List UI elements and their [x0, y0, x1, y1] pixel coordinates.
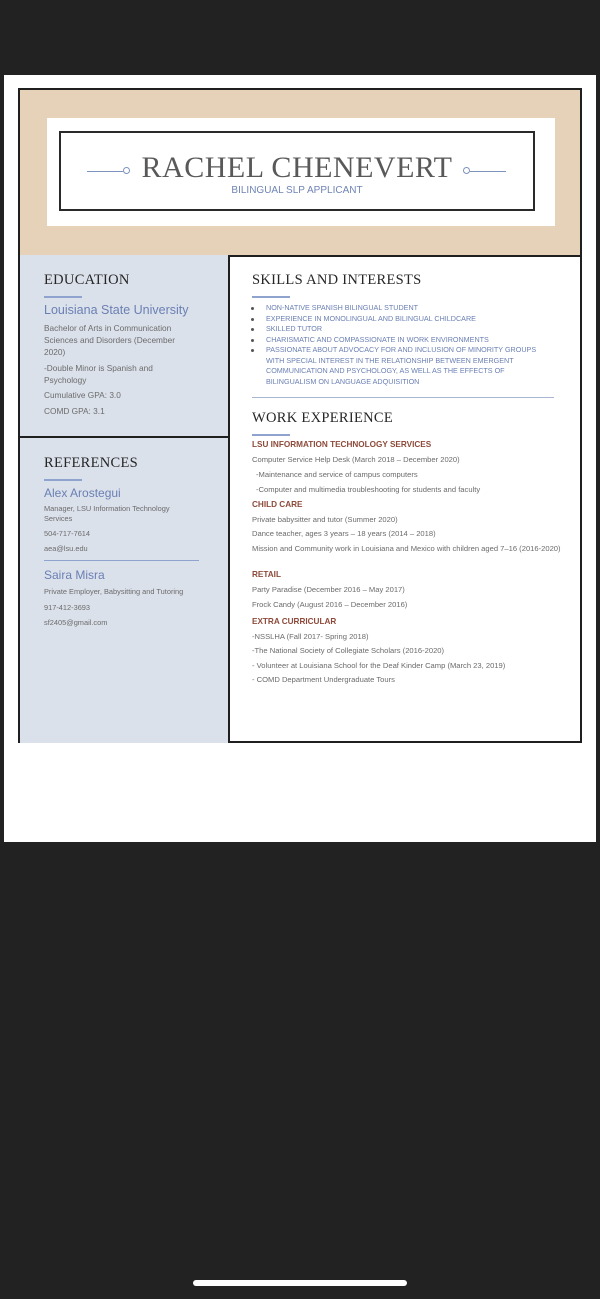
left-column — [20, 255, 230, 743]
education-title: EDUCATION — [44, 272, 130, 288]
reference-role-1: Manager, LSU Information Technology Services — [44, 504, 170, 523]
skills-title: SKILLS AND INTERESTS — [252, 272, 422, 288]
minor-text: -Double Minor is Spanish and Psychology — [44, 363, 153, 385]
right-decor-dot — [463, 167, 470, 174]
reference-name-1: Alex Arostegui — [44, 486, 121, 500]
reference-phone-1: 504-717-7614 — [44, 529, 91, 538]
skill-item: SKILLED TUTOR — [266, 324, 538, 335]
header-panel — [47, 118, 555, 226]
work-line: Dance teacher, ages 3 years – 18 years (2014 – 2018) — [252, 529, 436, 538]
reference-role-2: Private Employer, Babysitting and Tutoring — [44, 587, 184, 596]
work-line: - Volunteer at Louisiana School for the Deaf Kinder Camp (March 23, 2019) — [252, 661, 506, 670]
skill-item: EXPERIENCE IN MONOLINGUAL AND BILINGUAL CHILDCARE — [266, 314, 538, 325]
resume-frame — [18, 88, 582, 743]
reference-email-1: aea@lsu.edu — [44, 544, 88, 553]
right-column — [230, 255, 580, 743]
gpa-text: Cumulative GPA: 3.0 — [44, 390, 121, 400]
work-line: -The National Society of Collegiate Scholars (2016-2020) — [252, 646, 445, 655]
work-line: Frock Candy (August 2016 – December 2016) — [252, 600, 408, 609]
work-line: Mission and Community work in Louisiana and Mexico with children aged 7–16 (2016-2020) — [252, 544, 561, 553]
skill-item: CHARISMATIC AND COMPASSIONATE IN WORK ENVIRONMENTS — [266, 335, 538, 346]
header-band — [20, 90, 580, 257]
skill-item: PASSIONATE ABOUT ADVOCACY FOR AND INCLUSION OF MINORITY GROUPS WITH SPECIAL INTEREST IN THE RELATIONSHIP BETWEEN EMERGENT COMMUNICATION AND PSYCHOLOGY, AS WELL AS THE EFFECTS OF BILINGUALISM ON LANGUAGE ADQUISITION — [266, 345, 537, 386]
skills-rule — [252, 296, 290, 298]
work-line: - COMD Department Undergraduate Tours — [252, 675, 395, 684]
work-line: Computer Service Help Desk (March 2018 – December 2020) — [252, 455, 460, 464]
work-heading-retail: RETAIL — [252, 570, 281, 579]
reference-divider — [44, 560, 199, 561]
resume-page — [4, 75, 596, 842]
comd-gpa-text: COMD GPA: 3.1 — [44, 406, 105, 416]
right-decor-line — [470, 171, 506, 172]
work-heading-lsu: LSU INFORMATION TECHNOLOGY SERVICES — [252, 440, 432, 449]
references-title: REFERENCES — [44, 455, 139, 471]
education-section — [20, 255, 228, 438]
references-rule — [44, 479, 82, 481]
home-indicator[interactable] — [193, 1280, 407, 1286]
reference-phone-2: 917-412-3693 — [44, 603, 91, 612]
work-line: Party Paradise (December 2016 – May 2017) — [252, 585, 405, 594]
work-heading-extra: EXTRA CURRICULAR — [252, 617, 337, 626]
skills-divider — [252, 397, 554, 398]
work-line: -Maintenance and service of campus computers — [256, 470, 418, 479]
skill-item: NON-NATIVE SPANISH BILINGUAL STUDENT — [266, 303, 538, 314]
work-line: -Computer and multimedia troubleshooting for students and faculty — [256, 485, 481, 494]
applicant-name: RACHEL CHENEVERT — [141, 151, 453, 184]
school-name: Louisiana State University — [44, 303, 189, 317]
skills-list — [266, 303, 538, 387]
education-rule — [44, 296, 82, 298]
reference-email-2: sf2405@gmail.com — [44, 618, 108, 627]
name-box — [59, 131, 535, 211]
work-line: -NSSLHA (Fall 2017- Spring 2018) — [252, 632, 369, 641]
reference-name-2: Saira Misra — [44, 568, 105, 582]
work-heading-childcare: CHILD CARE — [252, 500, 303, 509]
work-line: Private babysitter and tutor (Summer 2020) — [252, 515, 398, 524]
work-rule — [252, 434, 290, 436]
degree-text: Bachelor of Arts in Communication Sciences and Disorders (December 2020) — [44, 323, 175, 357]
applicant-subtitle: BILINGUAL SLP APPLICANT — [231, 185, 363, 196]
work-title: WORK EXPERIENCE — [252, 410, 394, 426]
